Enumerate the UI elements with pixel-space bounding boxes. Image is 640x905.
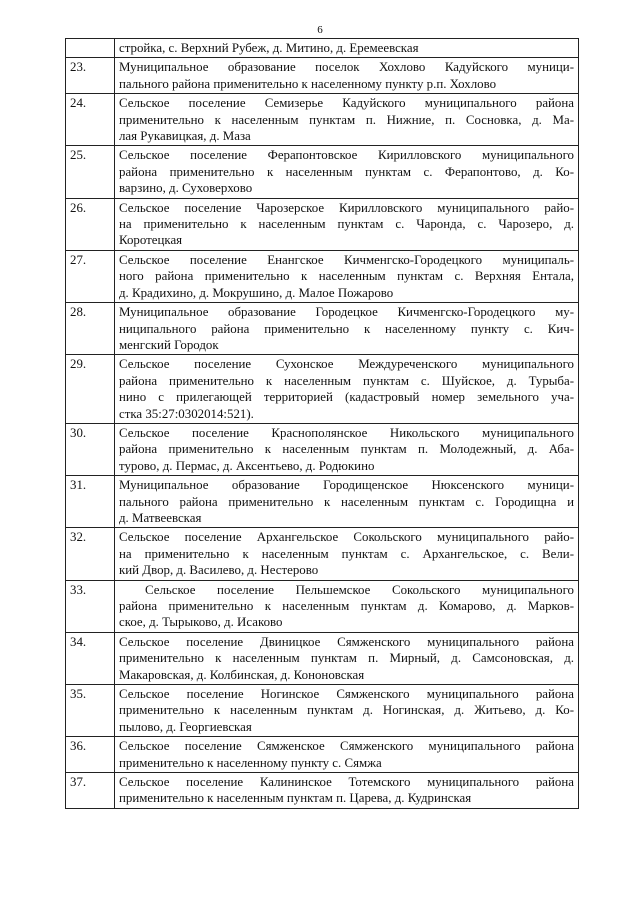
row-text-line: применительно к населенным пунктам п. Нижние, п. Сосновка, д. Ма- [119, 112, 574, 127]
table-row [66, 355, 579, 424]
row-text [115, 303, 579, 355]
row-text-line: Муниципальное образование Городищенское Нюксенского муници- [119, 478, 574, 493]
row-text-line: на применительно к населенным пунктам с. Архангельское, с. Вели- [119, 546, 574, 561]
row-number: 29. [66, 355, 115, 424]
row-text-line: Сельское поселение Краснополянское Никольского муниципального [119, 425, 574, 440]
row-text [115, 58, 579, 94]
table-row [66, 580, 579, 632]
row-text-line: кий Двор, д. Василево, д. Нестерово [119, 563, 319, 578]
row-number: 25. [66, 146, 115, 198]
settlements-table-body [66, 39, 579, 809]
row-text-line: стройка, с. Верхний Рубеж, д. Митино, д. Еремеевская [119, 41, 419, 55]
row-text-line: района применительно к населенным пунктам д. Комарово, д. Марков- [119, 599, 574, 613]
table-row [66, 94, 579, 146]
row-text-line: применительно к населенным пунктам п. Мирный, д. Самсоновская, д. [119, 651, 574, 666]
row-number: 32. [66, 528, 115, 580]
row-number: 35. [66, 685, 115, 737]
row-text [115, 250, 579, 302]
row-text-line: Сельское поселение Калининское Тотемского муниципального района [119, 775, 574, 790]
row-text-line: ного района применительно к населенным пунктам с. Верхняя Ентала, [119, 269, 574, 284]
row-text-line: Муниципальное образование Городецкое Кичменгско-Городецкого му- [119, 305, 574, 320]
row-text [115, 198, 579, 250]
row-number: 30. [66, 423, 115, 475]
row-number: 27. [66, 250, 115, 302]
row-text-line: Сельское поселение Семизерье Кадуйского муниципального района [119, 96, 574, 111]
settlements-table [65, 38, 579, 809]
row-text-line: Сельское поселение Енангское Кичменгско-Городецкого муниципаль- [119, 252, 574, 267]
row-text-line: Муниципальное образование поселок Хохлово Кадуйского муници- [119, 60, 574, 75]
table-row [66, 423, 579, 475]
row-text-line: турово, д. Пермас, д. Аксентьево, д. Родюкино [119, 458, 375, 473]
row-text-line: Коротецкая [119, 233, 183, 248]
row-text-line: нино с прилегающей территорией (кадастровый номер земельного уча- [119, 390, 574, 405]
row-text-line: применительно к населенным пунктам п. Царева, д. Кудринская [119, 791, 472, 806]
table-row [66, 773, 579, 809]
row-text [115, 685, 579, 737]
row-text-line: ниципального района применительно к населенному пункту с. Кич- [119, 321, 574, 336]
row-text [115, 580, 579, 632]
row-text [115, 528, 579, 580]
table-row [66, 737, 579, 773]
table-row [66, 39, 579, 58]
row-text-line: Макаровская, д. Колбинская, д. Кононовская [119, 667, 365, 682]
row-text-line: менгский Городок [119, 337, 219, 352]
row-text-line: лая Рукавицкая, д. Маза [119, 129, 251, 144]
row-text [115, 773, 579, 809]
row-text-line: ское, д. Тырыково, д. Исаково [119, 615, 283, 630]
row-text-line: Сельское поселение Двиницкое Сямженского муниципального района [119, 634, 574, 649]
row-text-line: Сельское поселение Чарозерское Кирилловского муниципального райо- [119, 200, 574, 215]
row-text-line: пылово, д. Георгиевская [119, 719, 252, 734]
row-number: 26. [66, 198, 115, 250]
table-row [66, 528, 579, 580]
table-row [66, 250, 579, 302]
row-text-line: пального района применительно к населенному пункту р.п. Хохлово [119, 76, 497, 91]
row-number: 37. [66, 773, 115, 809]
row-text-line: района применительно к населенным пунктам п. Молодежный, д. Аба- [119, 442, 574, 457]
table-row [66, 198, 579, 250]
row-text-line: Сельское поселение Ногинское Сямженского муниципального района [119, 687, 574, 702]
row-number: 36. [66, 737, 115, 773]
row-text-line: Сельское поселение Сухонское Междуреченского муниципального [119, 357, 574, 372]
row-text-line: района применительно к населенным пунктам с. Шуйское, д. Турыба- [119, 373, 574, 388]
row-text [115, 39, 579, 58]
table-row [66, 476, 579, 528]
row-text [115, 146, 579, 198]
row-number: 24. [66, 94, 115, 146]
row-number: 34. [66, 632, 115, 684]
row-text [115, 632, 579, 684]
row-text [115, 94, 579, 146]
page-number: 6 [317, 24, 323, 36]
row-text-line: применительно к населенному пункту с. Сямжа [119, 755, 382, 770]
table-row [66, 146, 579, 198]
row-text-line: Сельское поселение Архангельское Сокольского муниципального райо- [119, 530, 574, 545]
table-row [66, 303, 579, 355]
row-text-line: д. Матвеевская [119, 510, 202, 525]
row-text-line: на применительно к населенным пунктам с. Чаронда, с. Чарозеро, д. [119, 217, 574, 232]
table-row [66, 58, 579, 94]
row-number: 28. [66, 303, 115, 355]
row-number: 33. [66, 580, 115, 632]
row-number: 31. [66, 476, 115, 528]
row-text-line: пального района применительно к населенным пунктам с. Городищна и [119, 494, 574, 509]
row-text-line: д. Крадихино, д. Мокрушино, д. Малое Пожарово [119, 285, 394, 300]
table-row [66, 632, 579, 684]
row-text-line: Сельское поселение Ферапонтовское Кирилловского муниципального [119, 148, 574, 163]
row-text [115, 355, 579, 424]
row-text [115, 423, 579, 475]
row-text [115, 737, 579, 773]
row-text [115, 476, 579, 528]
row-text-line: применительно к населенным пунктам д. Ногинская, д. Житьево, д. Ко- [119, 703, 574, 718]
row-number: 23. [66, 58, 115, 94]
row-text-line: Сельское поселение Пельшемское Сокольского муниципального [145, 582, 574, 597]
row-text-line: варзино, д. Суховерхово [119, 181, 253, 196]
row-text-line: Сельское поселение Сямженское Сямженского муниципального района [119, 739, 574, 754]
row-text-line: района применительно к населенным пунктам с. Ферапонтово, д. Ко- [119, 164, 574, 179]
table-row [66, 685, 579, 737]
row-number [66, 39, 115, 58]
row-text-line: стка 35:27:0302014:521). [119, 406, 254, 421]
